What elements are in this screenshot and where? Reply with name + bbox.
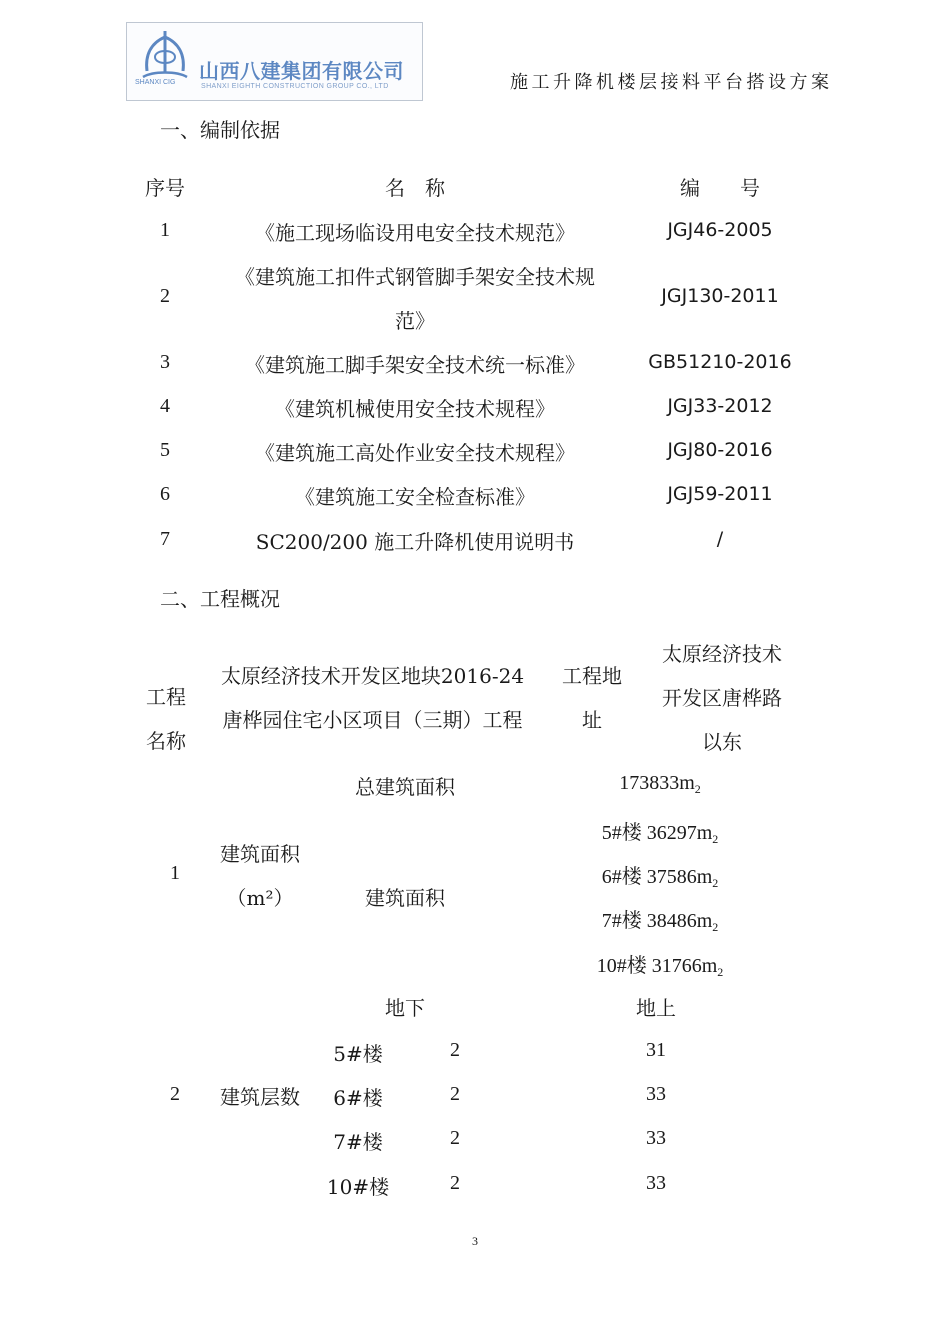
project-name-label-1: 工程 [146, 685, 186, 709]
row-name-line2: 范》 [395, 309, 435, 333]
row-no: 3 [160, 351, 170, 373]
area-item: 5#楼 $36297m^2$ [601, 822, 719, 846]
below-ground-label: 地下 [385, 996, 425, 1020]
floor-below: 2 [450, 1083, 460, 1105]
floor-building: 7#楼 [333, 1130, 383, 1154]
address-line3: 以东 [702, 730, 742, 754]
row-no: 6 [160, 483, 170, 505]
col-header-code: 编 号 [680, 176, 760, 200]
section-heading-basis: 一、编制依据 [160, 118, 280, 142]
row-name-line1: 《建筑施工扣件式钢管脚手架安全技术规 [235, 265, 595, 289]
floor-above: 33 [646, 1172, 666, 1194]
row-code: JGJ33-2012 [667, 395, 773, 417]
row-code: JGJ80-2016 [667, 439, 773, 461]
col-header-no: 序号 [145, 176, 185, 200]
address-label-2: 址 [582, 708, 602, 732]
project-name-line1: 太原经济技术开发区地块2016-24 [220, 664, 525, 688]
above-ground-label: 地上 [636, 996, 676, 1020]
row-no: 4 [160, 395, 170, 417]
area-no: 1 [170, 862, 180, 884]
area-label-2: （m²） [226, 886, 294, 910]
floor-above: 31 [646, 1039, 666, 1061]
row-code: / [716, 528, 724, 550]
row-name: 《建筑施工高处作业安全技术规程》 [255, 441, 575, 465]
row-name: 《建筑施工脚手架安全技术统一标准》 [245, 353, 585, 377]
floor-building: 5#楼 [333, 1042, 383, 1066]
floor-building: 10#楼 [326, 1175, 390, 1199]
document-title: 施工升降机楼层接料平台搭设方案 [510, 72, 833, 93]
row-code: JGJ59-2011 [667, 483, 773, 505]
project-name-label-2: 名称 [146, 729, 186, 753]
row-code: GB51210-2016 [648, 351, 792, 373]
floor-building: 6#楼 [333, 1086, 383, 1110]
floors-no: 2 [170, 1083, 180, 1105]
row-name: SC200/200 施工升降机使用说明书 [255, 530, 575, 554]
area-item: 10#楼 $31766m^2$ [596, 955, 724, 979]
row-no: 5 [160, 439, 170, 461]
area-item: 6#楼 $37586m^2$ [601, 866, 719, 890]
floor-below: 2 [450, 1127, 460, 1149]
address-line2: 开发区唐桦路 [662, 686, 782, 710]
floor-below: 2 [450, 1172, 460, 1194]
row-code: JGJ46-2005 [667, 219, 773, 241]
address-label-1: 工程地 [562, 664, 622, 688]
total-area-label: 总建筑面积 [355, 775, 455, 799]
company-name-en: SHANXI EIGHTH CONSTRUCTION GROUP CO., LTD [201, 83, 389, 90]
project-name-line2: 唐桦园住宅小区项目（三期）工程 [222, 708, 523, 732]
col-header-name: 名 称 [385, 176, 445, 200]
company-logo [126, 22, 423, 101]
row-name: 《建筑施工安全检查标准》 [295, 485, 535, 509]
area-item: 7#楼 $38486m^2$ [601, 910, 719, 934]
row-no: 1 [160, 219, 170, 241]
logo-text: SHANXI CIG [135, 79, 176, 86]
floor-above: 33 [646, 1083, 666, 1105]
company-name-cn: 山西八建集团有限公司 [199, 59, 404, 83]
floors-label: 建筑层数 [220, 1085, 300, 1109]
page-number: 3 [472, 1234, 478, 1248]
address-line1: 太原经济技术 [662, 642, 782, 666]
row-code: JGJ130-2011 [661, 285, 779, 307]
building-area-label: 建筑面积 [365, 886, 445, 910]
section-heading-overview: 二、工程概况 [160, 587, 280, 611]
row-no: 2 [160, 285, 170, 307]
floor-above: 33 [646, 1127, 666, 1149]
row-name: 《建筑机械使用安全技术规程》 [275, 397, 555, 421]
total-area-value: $173833m^2$ [619, 772, 701, 796]
row-no: 7 [160, 528, 170, 550]
floor-below: 2 [450, 1039, 460, 1061]
area-label-1: 建筑面积 [220, 842, 300, 866]
row-name: 《施工现场临设用电安全技术规范》 [255, 221, 575, 245]
